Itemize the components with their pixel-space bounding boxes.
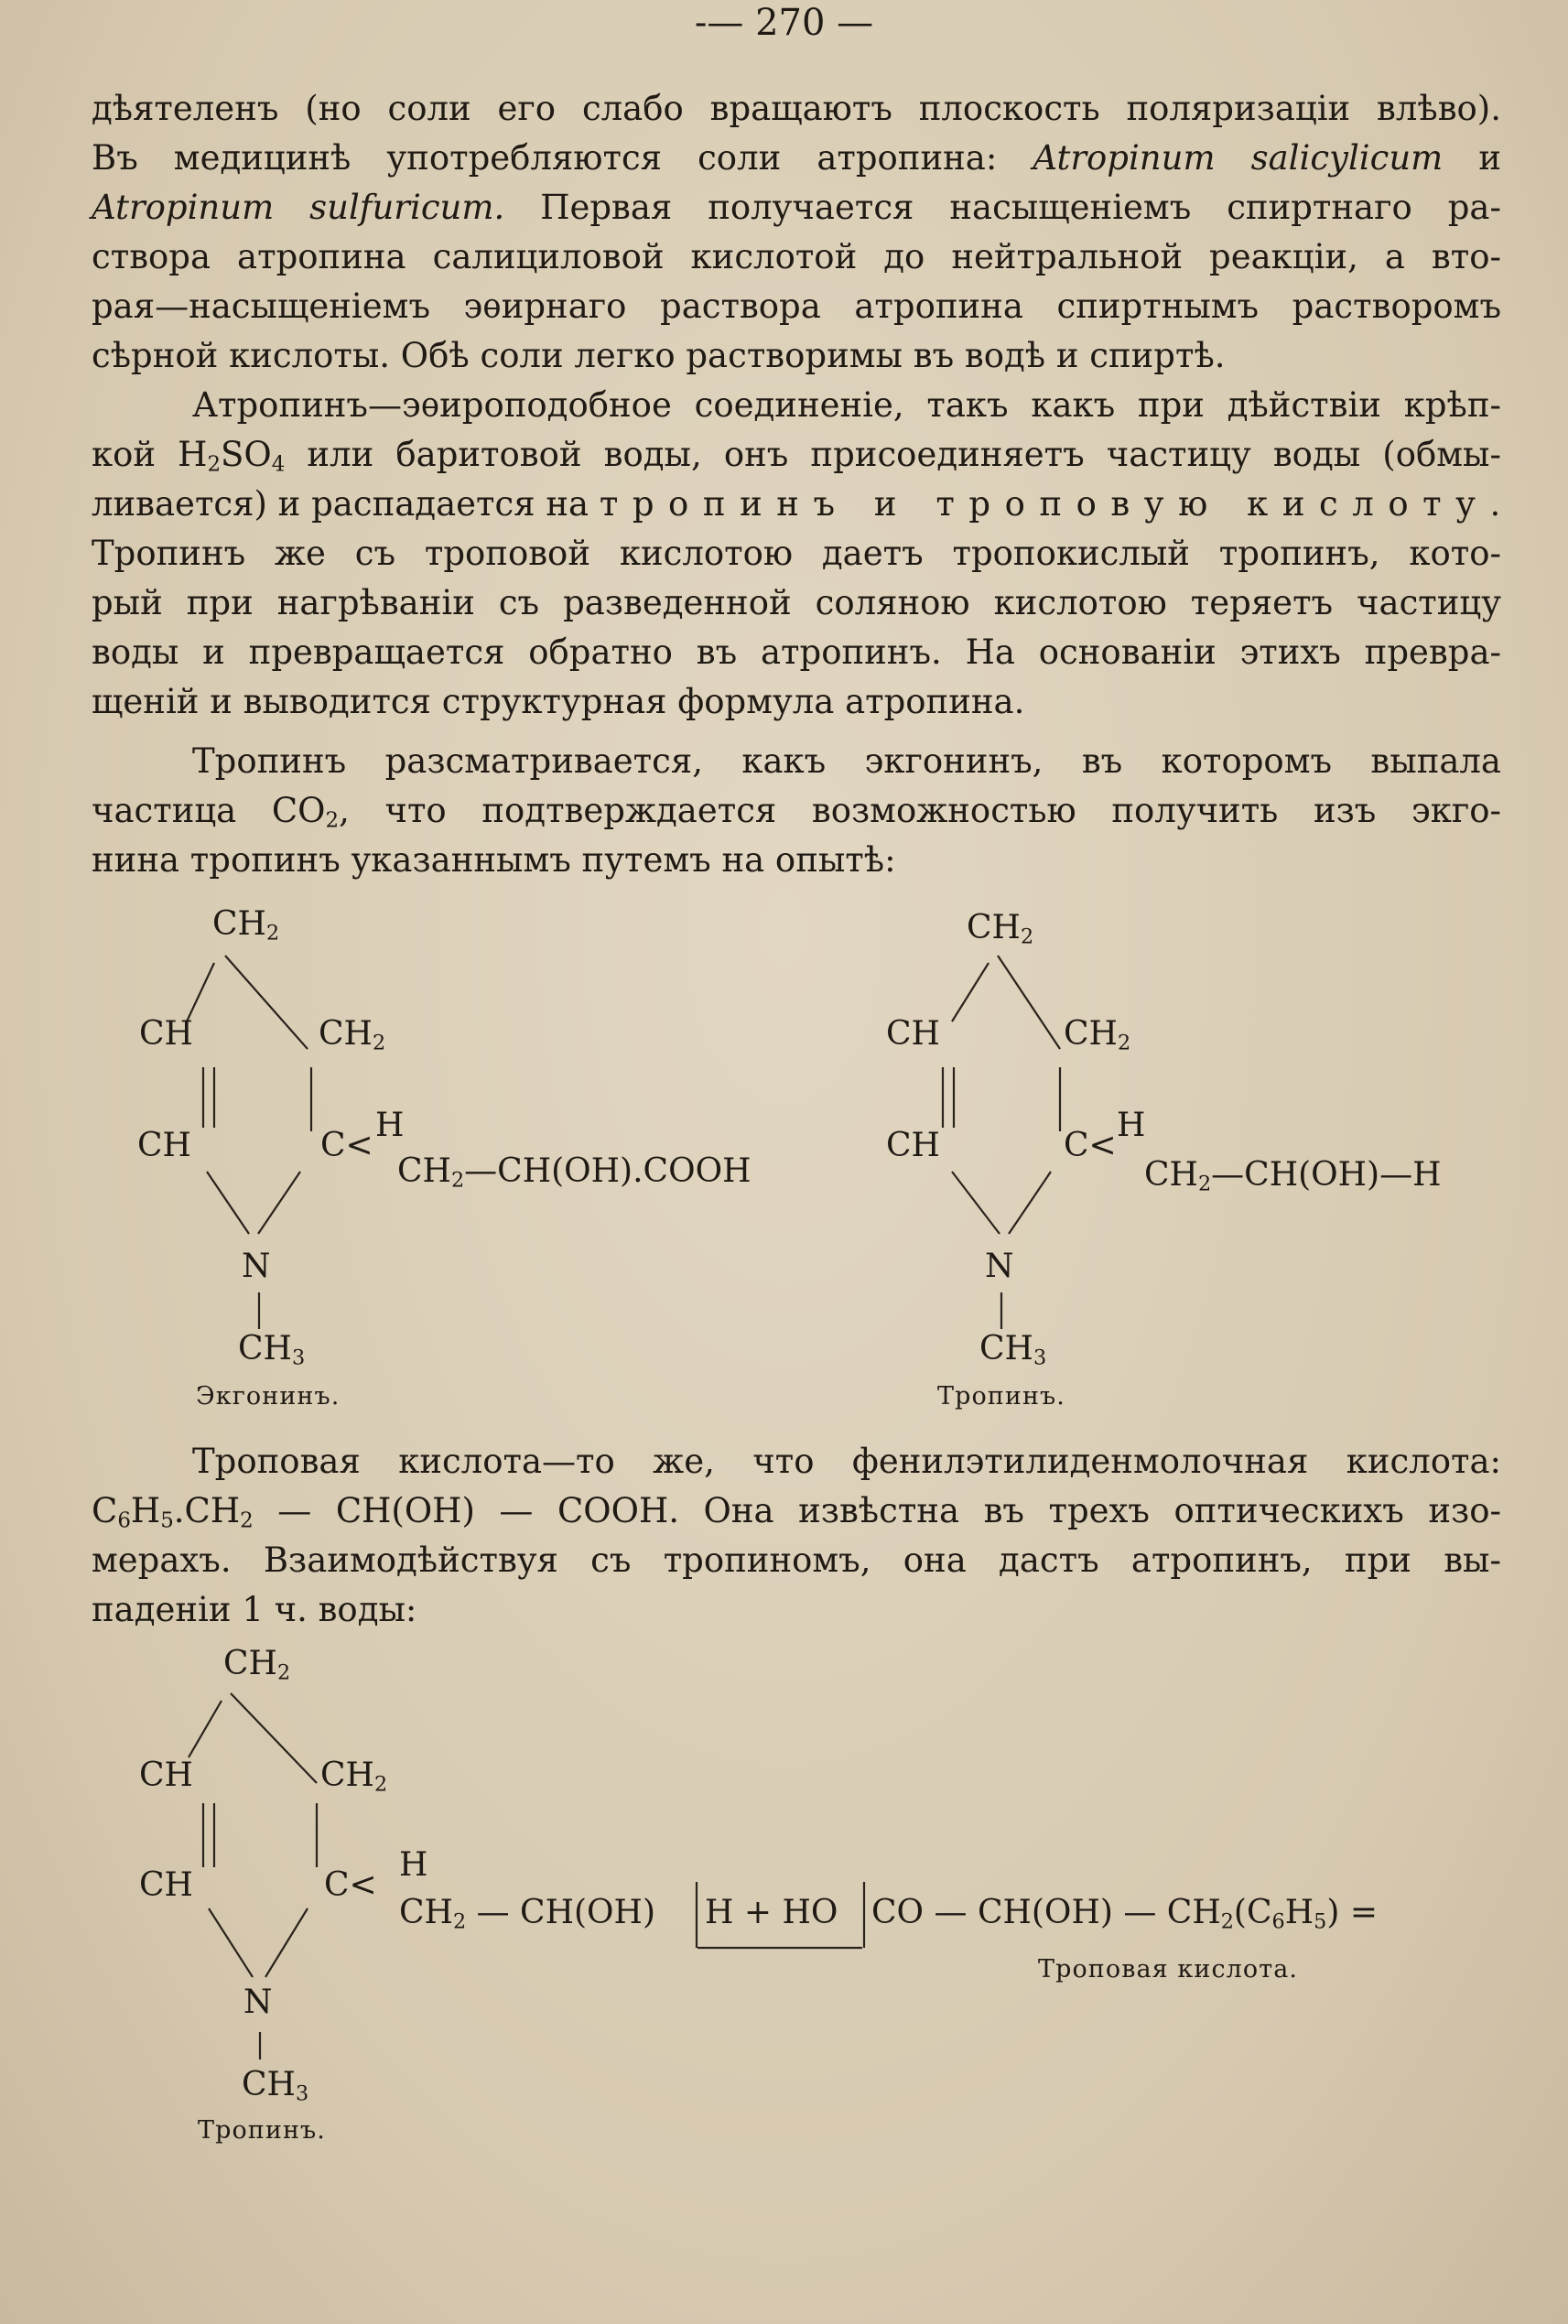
formula-atom: CH — [886, 1127, 940, 1164]
text-line: паденіи 1 ч. воды: — [92, 1590, 417, 1629]
spaced-emphasis: тропинъ и троповую кислоту. — [599, 484, 1515, 524]
text-line: Тропинъ разсматривается, какъ экгонинъ, въ которомъ выпала — [192, 741, 1501, 781]
text-line: дѣятеленъ (но соли его слабо вращаютъ плоскость поляризаціи влѣво). — [92, 89, 1501, 128]
formula-atom: $CH_2$ — [967, 909, 1034, 949]
formula-atom: CH — [886, 1015, 940, 1053]
tropic-acid-chain: CO — CH(OH) — $CH_2(C_6H_5)$ = — [871, 1894, 1378, 1934]
formula-chain: $CH_2$ — CH(OH) — [399, 1894, 655, 1934]
formula-atom: $CH_3$ — [242, 2066, 309, 2106]
text-line: Тропинъ же съ троповой кислотою даетъ тропокислый тропинъ, кото- — [92, 534, 1501, 573]
formula-atom: $CH_2$ — [212, 905, 280, 946]
formula-atom: $CH_2$ — [320, 1757, 388, 1797]
formula-atom: $CH_2$ — [223, 1645, 291, 1685]
formula-atom: CH — [137, 1127, 191, 1164]
formula-caption: Тропинъ. — [937, 1382, 1065, 1411]
formula-atom: C< — [320, 1127, 373, 1164]
formula-atom: CH — [139, 1866, 193, 1904]
latin-term: Atropinum sulfuricum. — [92, 188, 505, 227]
text-line: нина тропинъ указаннымъ путемъ на опытѣ: — [92, 840, 896, 880]
text-line: ливается) и распадается на тропинъ и троповую кислоту. — [92, 484, 1515, 524]
formula-caption: Экгонинъ. — [196, 1382, 341, 1411]
formula-atom: $CH_3$ — [238, 1330, 306, 1370]
text-line: Атропинъ—эѳироподобное соединеніе, такъ какъ при дѣйствіи крѣп- — [192, 385, 1501, 425]
latin-term: Atropinum salicylicum — [1033, 138, 1444, 178]
text-line: Троповая кислота—то же, что фенилэтилиденмолочная кислота: — [192, 1442, 1501, 1481]
formula-atom: N — [243, 1984, 273, 2021]
formula-atom: $CH_3$ — [979, 1330, 1047, 1370]
formula-caption: Тропинъ. — [198, 2116, 326, 2145]
text-line: створа атропина салициловой кислотой до нейтральной реакціи, а вто- — [92, 237, 1501, 276]
text-line: рый при нагрѣваніи съ разведенной соляною кислотою теряетъ частицу — [92, 583, 1501, 622]
text-line: щеній и выводится структурная формула атропина. — [92, 682, 1025, 721]
formula-atom: C< — [324, 1866, 377, 1904]
formula-atom: $CH_2$ — [319, 1015, 386, 1055]
formula-chain: $CH_2—CH(OH).COOH$ — [397, 1152, 752, 1193]
text-line: частица $CO_2$, что подтверждается возможностью получить изъ экго- — [92, 791, 1501, 833]
text-line: кой $H_2SO_4$ или баритовой воды, онъ присоединяетъ частицу воды (обмы- — [92, 435, 1501, 477]
formula-atom: H — [399, 1846, 428, 1884]
formula-atom: H — [375, 1107, 405, 1144]
acid-caption: Троповая кислота. — [1038, 1955, 1299, 1984]
formula-atom: CH — [139, 1015, 193, 1053]
text-line: Въ медицинѣ употребляются соли атропина: Atropinum salicylicum и — [92, 138, 1502, 178]
formula-atom: CH — [139, 1757, 193, 1794]
formula-atom: N — [242, 1248, 271, 1285]
page-number: -— 270 — — [694, 2, 874, 44]
formula-atom: $CH_2$ — [1064, 1015, 1131, 1055]
paragraph-4 — [92, 1437, 1501, 1635]
text-line: рая—насыщеніемъ эѳирнаго раствора атропина спиртнымъ растворомъ — [92, 286, 1501, 326]
water-elimination-box: H + HO — [705, 1894, 838, 1931]
formula-atom: N — [985, 1248, 1014, 1285]
text-line: мерахъ. Взаимодѣйствуя съ тропиномъ, она дастъ атропинъ, при вы- — [92, 1540, 1501, 1580]
formula-chain: $CH_2—CH(OH)—H$ — [1144, 1156, 1442, 1196]
formula-atom: H — [1117, 1107, 1146, 1144]
text-line: воды и превращается обратно въ атропинъ. На основаніи этихъ превра- — [92, 632, 1501, 672]
text-line: сѣрной кислоты. Обѣ соли легко растворимы въ водѣ и спиртѣ. — [92, 336, 1226, 375]
text-line: Atropinum sulfuricum. Первая получается насыщеніемъ спиртнаго ра- — [92, 188, 1501, 227]
formula-atom: C< — [1064, 1127, 1117, 1164]
text-line: $C_6H_5.CH_2$ — CH(OH) — COOH. Она извѣстна въ трехъ оптическихъ изо- — [92, 1491, 1502, 1533]
